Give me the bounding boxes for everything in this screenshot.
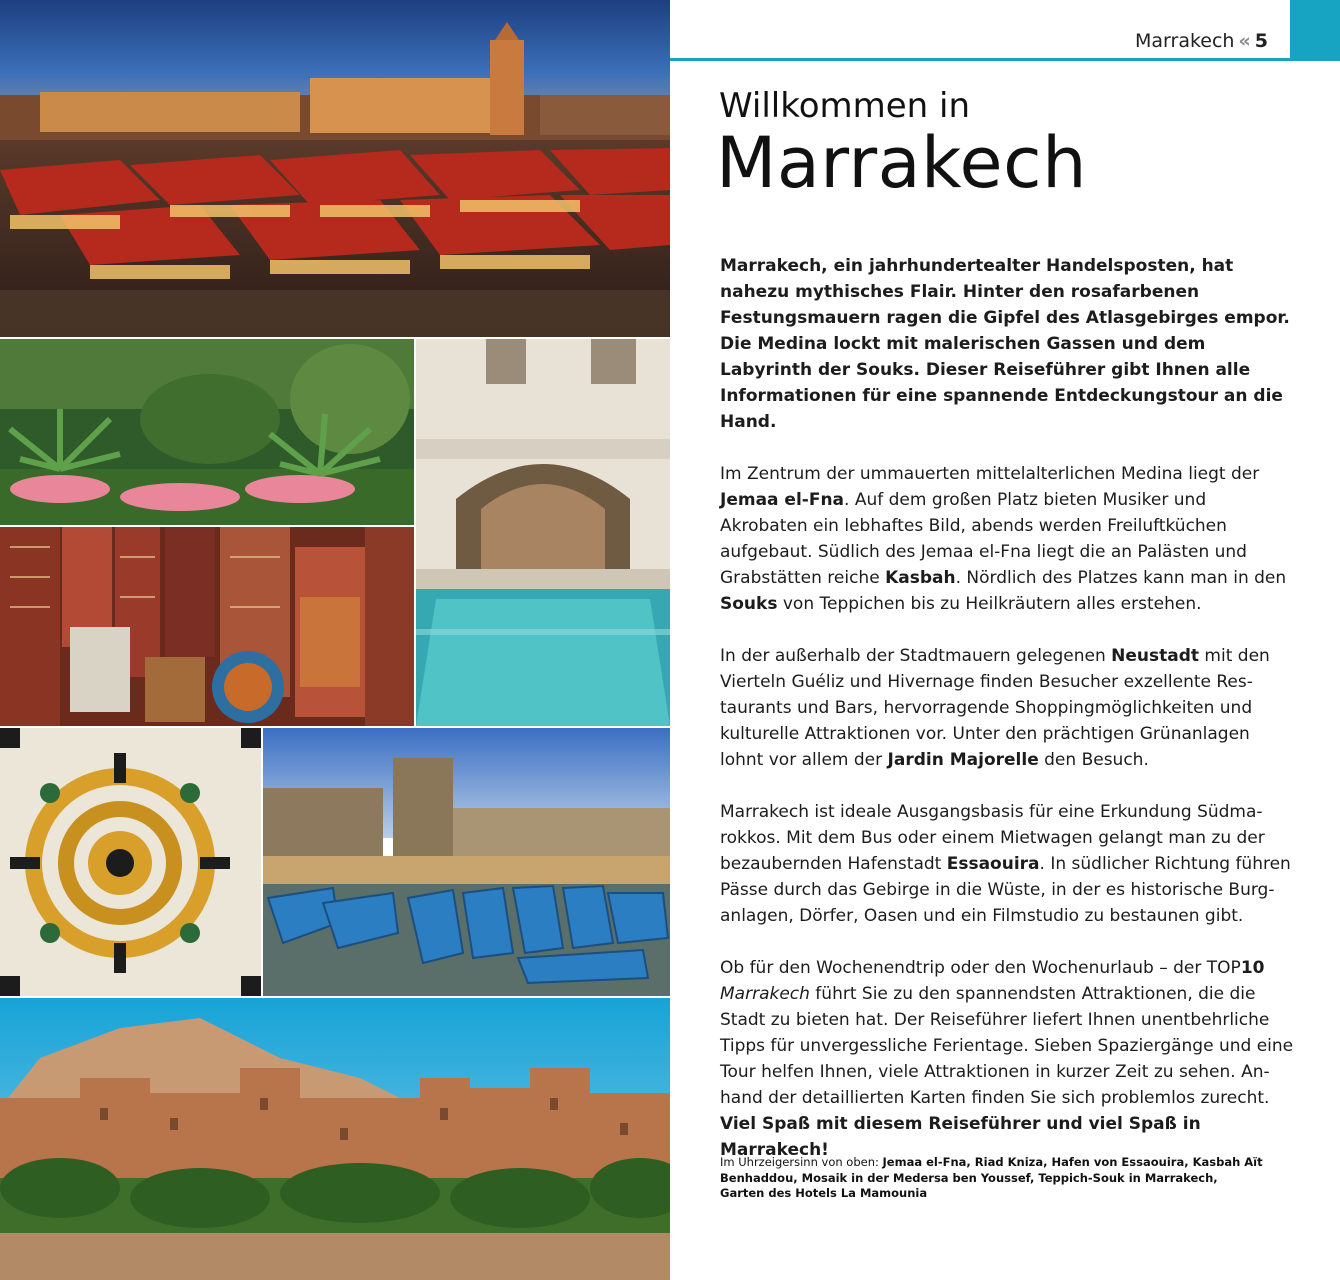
paragraph-medina: Im Zentrum der ummauerten mittelalterlichen Medina liegt der Jemaa el-Fna. Auf dem großen Platz bieten Musiker und Akrobaten ein lebhaftes Bild, abends werden Freiluftküchen aufgebaut. Südlich des Jemaa el-Fna liegt die an Palästen und Grabstätten reiche Kasbah. Nördlich des Platzes kann man in den Souks von Teppichen bis zu Heilkräutern alles erstehen.: [720, 464, 1287, 614]
paragraph-reisefuehrer: Ob für den Wochenendtrip oder den Wochenurlaub – der TOP10 Marrakech führt Sie zu den spannendsten Attraktionen, die die Stadt zu bieten hat. Der Reiseführer liefert Ihnen unentbehrliche Tipps für unvergessliche Ferientage. Sieben Spaziergänge und eine Tour helfen Ihnen, viele Attraktionen in kurzer Zeit zu sehen. Anhand der detaillierten Karten finden Sie sich problemlos zurecht. Viel Spaß mit diesem Reiseführer und viel Spaß in Marrakech!: [720, 958, 1294, 1160]
keyword-essaouira: Essaouira: [946, 854, 1040, 874]
page-title-line1: Willkommen in: [719, 86, 970, 126]
keyword-jardin-majorelle: Jardin Majorelle: [887, 750, 1039, 770]
photo-caption: Im Uhrzeigersinn von oben: Jemaa el-Fna, Riad Kniza, Hafen von Essaouira, Kasbah Aït Benhaddou, Mosaik in der Medersa ben Youssef, Teppich-Souk in Marrakech, Garten des Hotels La Mamounia: [720, 1155, 1263, 1200]
photo-jemaa-el-fna: [0, 0, 670, 337]
running-head: [1135, 30, 1268, 52]
book-title: Marrakech: [720, 984, 810, 1004]
chevron-left-icon: «: [1238, 30, 1249, 52]
running-title: Marrakech: [1135, 30, 1235, 52]
paragraph-suedmarokko: Marrakech ist ideale Ausgangsbasis für eine Erkundung Südmarokkos. Mit dem Bus oder einem Mietwagen gelangt man zu der bezaubernden Hafenstadt Essaouira. In südlicher Richtung führen Pässe durch das Gebirge in die Wüste, in der es historische Burganlagen, Dörfer, Oasen und ein Filmstudio zu bestaunen gibt.: [720, 802, 1291, 926]
page-tab-marker: [1290, 0, 1340, 58]
closing-sentence: Viel Spaß mit diesem Reiseführer und viel Spaß in Marrakech!: [720, 1114, 1201, 1160]
photo-hafen-essaouira: [263, 728, 670, 996]
photo-riad-kniza: [416, 339, 670, 726]
photo-kasbah-ait-benhaddou: [0, 998, 670, 1280]
top10-number: 10: [1240, 958, 1265, 978]
keyword-souks: Souks: [720, 594, 778, 614]
photo-mosaik-medersa: [0, 728, 261, 996]
keyword-neustadt: Neustadt: [1111, 646, 1200, 666]
paragraph-neustadt: In der außerhalb der Stadtmauern gelegenen Neustadt mit den Vierteln Guéliz und Hivernage finden Besucher exzellente Restaurants und Bars, hervorragende Shoppingmöglichkeiten und kulturelle Attraktionen vor. Unter den prächtigen Grünanlagen lohnt vor allem der Jardin Majorelle den Besuch.: [720, 646, 1270, 770]
page-number: 5: [1254, 30, 1268, 52]
photo-garden-la-mamounia: [0, 339, 414, 525]
keyword-jemaa-el-fna: Jemaa el-Fna: [720, 490, 845, 510]
caption-list: Jemaa el-Fna, Riad Kniza, Hafen von Essaouira, Kasbah Aït Benhaddou, Mosaik in der Medersa ben Youssef, Teppich-Souk in Marrakech, Garten des Hotels La Mamounia: [720, 1155, 1263, 1200]
page-title-line2: Marrakech: [716, 122, 1087, 204]
body-text: [720, 253, 1296, 1189]
photo-teppich-souk: [0, 527, 414, 726]
header-rule: [670, 58, 1340, 61]
intro-paragraph: Marrakech, ein jahrhundertealter Handelsposten, hat nahezu mythisches Flair. Hinter den rosafarbenen Festungsmauern ragen die Gipfel des Atlasgebirges empor. Die Medina lockt mit malerischen Gassen und dem Labyrinth der Souks. Dieser Reiseführer gibt Ihnen alle Informationen für eine spannende Entdeckungstour an die Hand.: [720, 256, 1290, 432]
keyword-kasbah: Kasbah: [885, 568, 956, 588]
